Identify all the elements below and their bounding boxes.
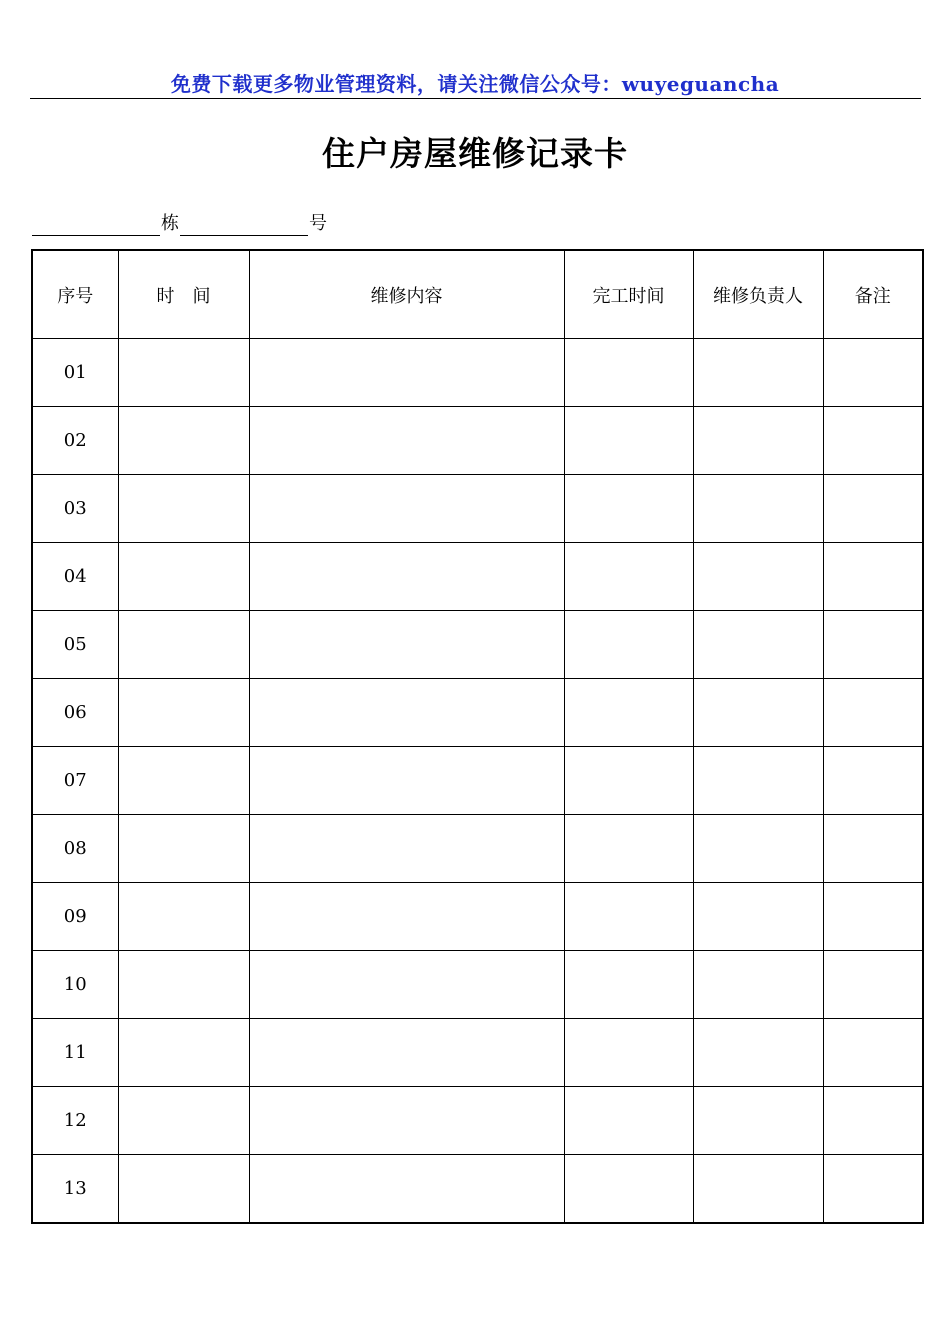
row-remarks-cell[interactable] xyxy=(823,679,923,747)
row-remarks-cell[interactable] xyxy=(823,1087,923,1155)
row-time-cell[interactable] xyxy=(118,339,249,407)
row-person-cell[interactable] xyxy=(693,679,823,747)
row-completion-cell[interactable] xyxy=(564,883,693,951)
column-header-remarks: 备注 xyxy=(823,250,923,339)
row-content-cell[interactable] xyxy=(249,611,564,679)
table-row xyxy=(32,815,923,883)
table-body xyxy=(32,339,923,1224)
row-content-cell[interactable] xyxy=(249,1019,564,1087)
row-completion-cell[interactable] xyxy=(564,679,693,747)
row-remarks-cell[interactable] xyxy=(823,1019,923,1087)
row-index: 10 xyxy=(32,951,118,1019)
row-index: 11 xyxy=(32,1019,118,1087)
row-content-cell[interactable] xyxy=(249,679,564,747)
row-person-cell[interactable] xyxy=(693,1155,823,1224)
table-header-row xyxy=(32,250,923,339)
row-completion-cell[interactable] xyxy=(564,1087,693,1155)
header-divider xyxy=(30,98,921,99)
row-person-cell[interactable] xyxy=(693,747,823,815)
row-completion-cell[interactable] xyxy=(564,339,693,407)
row-time-cell[interactable] xyxy=(118,1087,249,1155)
repair-record-table xyxy=(31,249,924,1224)
table-row xyxy=(32,883,923,951)
row-completion-cell[interactable] xyxy=(564,815,693,883)
row-content-cell[interactable] xyxy=(249,815,564,883)
row-index: 12 xyxy=(32,1087,118,1155)
row-time-cell[interactable] xyxy=(118,883,249,951)
row-index: 01 xyxy=(32,339,118,407)
table-row xyxy=(32,1155,923,1224)
row-remarks-cell[interactable] xyxy=(823,407,923,475)
column-header-time: 时 间 xyxy=(118,250,249,339)
row-remarks-cell[interactable] xyxy=(823,1155,923,1224)
column-header-content: 维修内容 xyxy=(249,250,564,339)
row-index: 05 xyxy=(32,611,118,679)
row-completion-cell[interactable] xyxy=(564,475,693,543)
row-person-cell[interactable] xyxy=(693,1087,823,1155)
header-banner: 免费下载更多物业管理资料，请关注微信公众号：wuyeguancha xyxy=(170,72,780,96)
row-completion-cell[interactable] xyxy=(564,611,693,679)
row-remarks-cell[interactable] xyxy=(823,883,923,951)
row-content-cell[interactable] xyxy=(249,407,564,475)
row-remarks-cell[interactable] xyxy=(823,611,923,679)
building-label: 栋 xyxy=(161,213,179,234)
table-row xyxy=(32,543,923,611)
row-time-cell[interactable] xyxy=(118,407,249,475)
row-time-cell[interactable] xyxy=(118,1155,249,1224)
row-remarks-cell[interactable] xyxy=(823,475,923,543)
row-completion-cell[interactable] xyxy=(564,1019,693,1087)
row-content-cell[interactable] xyxy=(249,883,564,951)
row-content-cell[interactable] xyxy=(249,951,564,1019)
row-index: 04 xyxy=(32,543,118,611)
row-person-cell[interactable] xyxy=(693,883,823,951)
row-person-cell[interactable] xyxy=(693,475,823,543)
row-completion-cell[interactable] xyxy=(564,1155,693,1224)
row-index: 03 xyxy=(32,475,118,543)
column-header-person-in-charge: 维修负责人 xyxy=(693,250,823,339)
row-index: 07 xyxy=(32,747,118,815)
building-blank xyxy=(32,213,160,236)
row-person-cell[interactable] xyxy=(693,611,823,679)
row-time-cell[interactable] xyxy=(118,543,249,611)
row-remarks-cell[interactable] xyxy=(823,543,923,611)
row-completion-cell[interactable] xyxy=(564,407,693,475)
table-row xyxy=(32,407,923,475)
table-row xyxy=(32,679,923,747)
row-completion-cell[interactable] xyxy=(564,543,693,611)
row-person-cell[interactable] xyxy=(693,951,823,1019)
row-remarks-cell[interactable] xyxy=(823,815,923,883)
row-time-cell[interactable] xyxy=(118,815,249,883)
row-remarks-cell[interactable] xyxy=(823,339,923,407)
table-row xyxy=(32,747,923,815)
row-index: 02 xyxy=(32,407,118,475)
table-row xyxy=(32,339,923,407)
row-content-cell[interactable] xyxy=(249,1155,564,1224)
row-person-cell[interactable] xyxy=(693,815,823,883)
table-row xyxy=(32,611,923,679)
row-time-cell[interactable] xyxy=(118,475,249,543)
row-content-cell[interactable] xyxy=(249,543,564,611)
row-time-cell[interactable] xyxy=(118,1019,249,1087)
row-index: 08 xyxy=(32,815,118,883)
table-row xyxy=(32,475,923,543)
row-time-cell[interactable] xyxy=(118,611,249,679)
row-content-cell[interactable] xyxy=(249,747,564,815)
page-title: 住户房屋维修记录卡 xyxy=(322,134,628,173)
address-line xyxy=(32,212,328,236)
row-remarks-cell[interactable] xyxy=(823,951,923,1019)
row-person-cell[interactable] xyxy=(693,543,823,611)
row-completion-cell[interactable] xyxy=(564,951,693,1019)
row-time-cell[interactable] xyxy=(118,951,249,1019)
row-content-cell[interactable] xyxy=(249,475,564,543)
row-index: 09 xyxy=(32,883,118,951)
row-index: 13 xyxy=(32,1155,118,1224)
table-row xyxy=(32,951,923,1019)
row-time-cell[interactable] xyxy=(118,679,249,747)
unit-blank xyxy=(180,213,308,236)
row-person-cell[interactable] xyxy=(693,1019,823,1087)
row-person-cell[interactable] xyxy=(693,407,823,475)
column-header-completion-time: 完工时间 xyxy=(564,250,693,339)
row-content-cell[interactable] xyxy=(249,1087,564,1155)
row-remarks-cell[interactable] xyxy=(823,747,923,815)
table-row xyxy=(32,1019,923,1087)
row-person-cell[interactable] xyxy=(693,339,823,407)
column-header-index: 序号 xyxy=(32,250,118,339)
table-row xyxy=(32,1087,923,1155)
row-completion-cell[interactable] xyxy=(564,747,693,815)
row-content-cell[interactable] xyxy=(249,339,564,407)
unit-label: 号 xyxy=(309,213,327,234)
row-index: 06 xyxy=(32,679,118,747)
row-time-cell[interactable] xyxy=(118,747,249,815)
